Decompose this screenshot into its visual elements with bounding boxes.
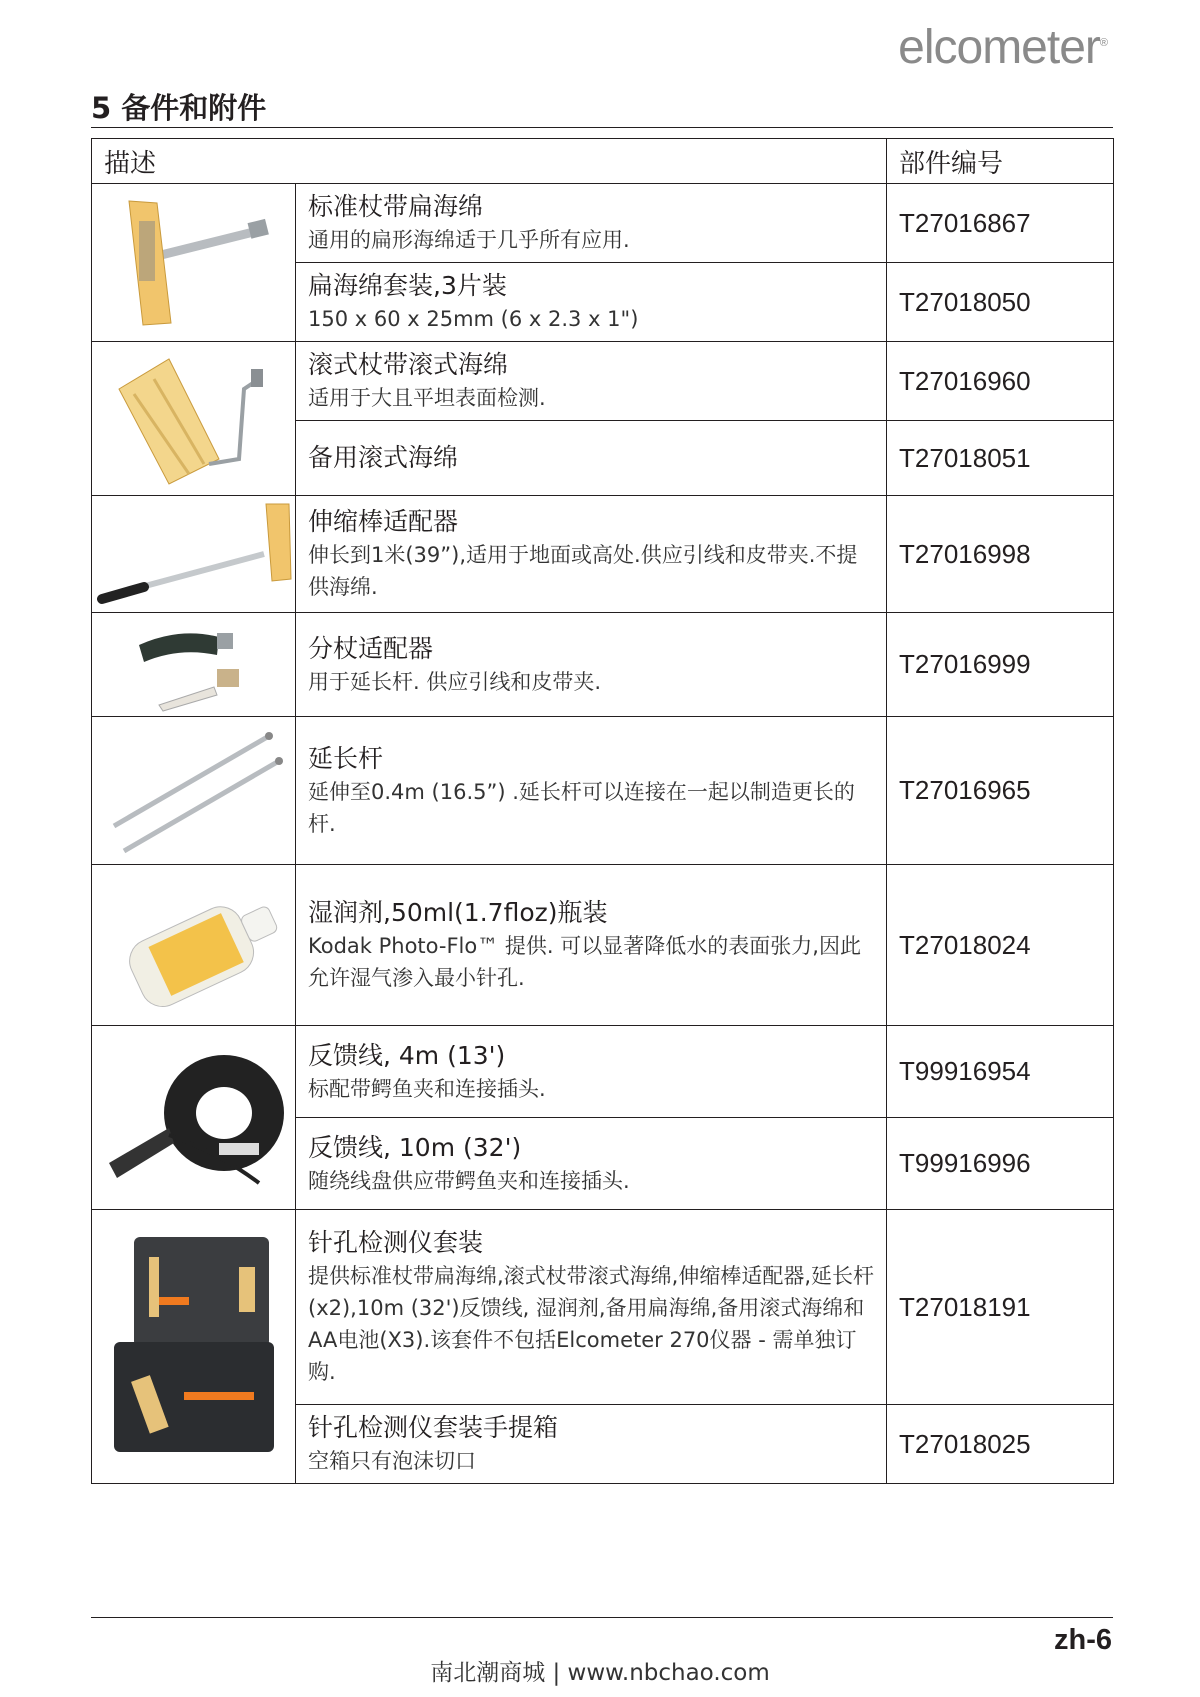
header-part-number: 部件编号 (887, 139, 1114, 184)
row-description (296, 496, 887, 613)
item-detail: 伸长到1米(39”),适用于地面或高处.供应引线和皮带夹.不提供海绵. (308, 543, 858, 599)
row-description (296, 342, 887, 421)
item-name: 延长杆 (308, 743, 384, 773)
item-name: 标准杖带扁海绵 (308, 192, 484, 221)
item-name: 伸缩棒适配器 (308, 507, 459, 536)
section-title (91, 86, 266, 127)
item-name: 分杖适配器 (308, 633, 434, 663)
item-detail: 150 x 60 x 25mm (6 x 2.3 x 1") (308, 307, 639, 331)
split-wand-adapter-image (92, 613, 296, 717)
footer-divider (91, 1617, 1113, 1618)
roller-sponge-wand-image (92, 342, 296, 496)
item-detail: 提供标准杖带扁海绵,滚式杖带滚式海绵,伸缩棒适配器,延长杆(x2),10m (32')反馈线, 湿润剂,备用扁海绵,备用滚式海绵和AA电池(X3).该套件不包括Elcometer 270仪器 - 需单独订购. (308, 1264, 875, 1384)
table-row (92, 184, 1114, 263)
item-name: 针孔检测仪套装 (308, 1228, 484, 1257)
table-header-row (92, 139, 1114, 184)
row-description (296, 1118, 887, 1210)
row-description (296, 1026, 887, 1118)
table-row (92, 865, 1114, 1026)
wetting-agent-bottle-image (92, 865, 296, 1026)
table-row (92, 1210, 1114, 1405)
item-name: 湿润剂,50ml(1.7floz)瓶装 (308, 898, 608, 927)
parts-table (91, 138, 1114, 1484)
part-number: T27018191 (887, 1210, 1114, 1405)
part-number: T27018050 (887, 263, 1114, 342)
extension-rod-image (92, 717, 296, 865)
part-number: T27018024 (887, 865, 1114, 1026)
item-name: 扁海绵套装,3片装 (308, 271, 507, 300)
page-number: zh-6 (1054, 1624, 1112, 1656)
ground-lead-image (92, 1026, 296, 1210)
telescopic-adapter-image (92, 496, 296, 613)
part-number: T27016998 (887, 496, 1114, 613)
part-number: T27016999 (887, 613, 1114, 717)
table-row (92, 613, 1114, 717)
row-description (296, 421, 887, 496)
flat-sponge-wand-image (92, 184, 296, 342)
header-description: 描述 (92, 139, 887, 184)
part-number: T27016960 (887, 342, 1114, 421)
item-detail: 通用的扁形海绵适于几乎所有应用. (308, 228, 630, 252)
part-number: T27018025 (887, 1405, 1114, 1484)
part-number: T27018051 (887, 421, 1114, 496)
part-number: T27016965 (887, 717, 1114, 865)
row-description (296, 263, 887, 342)
item-detail: 标配带鳄鱼夹和连接插头. (308, 1076, 546, 1101)
row-description (296, 717, 887, 865)
item-name: 反馈线, 4m (13') (308, 1040, 506, 1070)
table-row (92, 342, 1114, 421)
watermark: 南北潮商城 | www.nbchao.com (430, 1660, 770, 1686)
table-row (92, 496, 1114, 613)
section-title-text: 备件和附件 (121, 91, 267, 125)
pinhole-kit-case-image (92, 1210, 296, 1484)
item-name: 针孔检测仪套装手提箱 (308, 1413, 559, 1442)
item-detail: 延伸至0.4m (16.5”) .延长杆可以连接在一起以制造更长的杆. (308, 779, 855, 836)
row-description (296, 184, 887, 263)
item-detail: 空箱只有泡沫切口 (308, 1449, 476, 1473)
part-number: T27016867 (887, 184, 1114, 263)
table-row (92, 717, 1114, 865)
item-name: 备用滚式海绵 (308, 443, 459, 472)
part-number: T99916996 (887, 1118, 1114, 1210)
table-row (92, 1026, 1114, 1118)
item-name: 反馈线, 10m (32') (308, 1132, 522, 1162)
item-name: 滚式杖带滚式海绵 (308, 350, 509, 379)
row-description (296, 865, 887, 1026)
item-detail: 适用于大且平坦表面检测. (308, 386, 546, 410)
row-description (296, 1405, 887, 1484)
section-number: 5 (91, 91, 112, 125)
row-description (296, 613, 887, 717)
title-divider (91, 127, 1113, 128)
item-detail: 用于延长杆. 供应引线和皮带夹. (308, 669, 602, 694)
row-description (296, 1210, 887, 1405)
item-detail: Kodak Photo-Flo™ 提供. 可以显著降低水的表面张力,因此允许湿气渗入最小针孔. (308, 934, 861, 990)
elcometer-logo: elcometer® (898, 21, 1107, 74)
item-detail: 随绕线盘供应带鳄鱼夹和连接插头. (308, 1168, 630, 1193)
part-number: T99916954 (887, 1026, 1114, 1118)
